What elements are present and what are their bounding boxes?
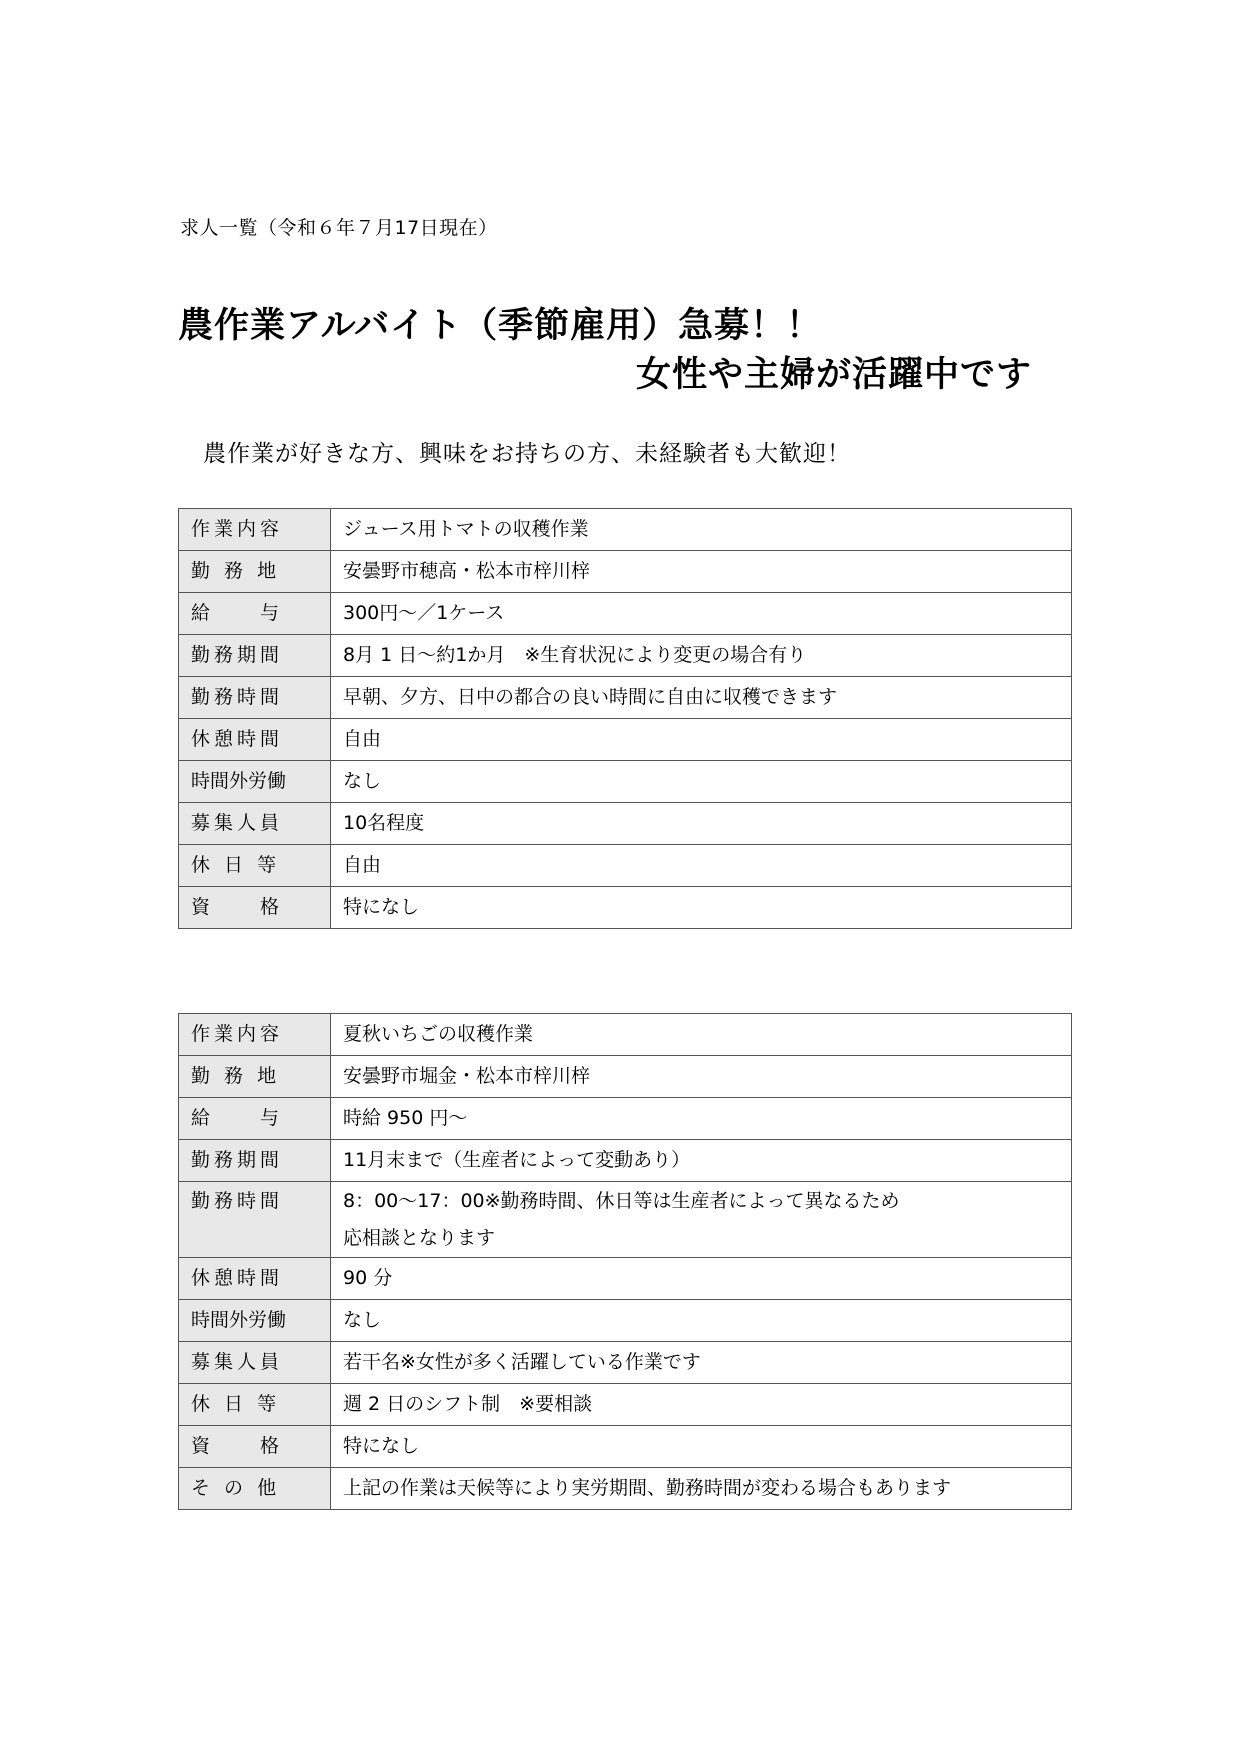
row-value-work: 夏秋いちごの収穫作業 bbox=[331, 1014, 1072, 1056]
row-value-work: ジュース用トマトの収穫作業 bbox=[331, 509, 1072, 551]
table-row bbox=[179, 1300, 1072, 1342]
row-value-period: 11月末まで（生産者によって変動あり） bbox=[331, 1140, 1072, 1182]
table-row bbox=[179, 1182, 1072, 1258]
table-row bbox=[179, 1140, 1072, 1182]
table-row bbox=[179, 1468, 1072, 1510]
row-label-overtime: 時間外労働 bbox=[179, 761, 331, 803]
table-row bbox=[179, 1384, 1072, 1426]
date-line: 求人一覧（令和６年７月17日現在） bbox=[180, 217, 498, 239]
job-table-strawberry bbox=[178, 1013, 1072, 1510]
row-label-qualification: 資 格 bbox=[179, 1426, 331, 1468]
row-label-openings: 募集人員 bbox=[179, 1342, 331, 1384]
table-row bbox=[179, 887, 1072, 929]
row-label-work: 作業内容 bbox=[179, 1014, 331, 1056]
table-row bbox=[179, 1014, 1072, 1056]
table-row bbox=[179, 719, 1072, 761]
row-label-period: 勤務期間 bbox=[179, 1140, 331, 1182]
row-label-openings: 募集人員 bbox=[179, 803, 331, 845]
table-row bbox=[179, 677, 1072, 719]
table-row bbox=[179, 1098, 1072, 1140]
row-value-overtime: なし bbox=[331, 761, 1072, 803]
row-value-holidays: 自由 bbox=[331, 845, 1072, 887]
row-label-location: 勤 務 地 bbox=[179, 551, 331, 593]
row-value-location: 安曇野市穂高・松本市梓川梓 bbox=[331, 551, 1072, 593]
row-label-location: 勤 務 地 bbox=[179, 1056, 331, 1098]
intro-text: 農作業が好きな方、興味をお持ちの方、未経験者も大歓迎！ bbox=[203, 441, 851, 467]
row-value-hours-line-2: 応相談となります bbox=[343, 1227, 496, 1249]
row-label-work: 作業内容 bbox=[179, 509, 331, 551]
row-label-qualification: 資 格 bbox=[179, 887, 331, 929]
table-row bbox=[179, 803, 1072, 845]
row-value-other: 上記の作業は天候等により実労期間、勤務時間が変わる場合もあります bbox=[331, 1468, 1072, 1510]
headline-line-1: 農作業アルバイト（季節雇用）急募！！ bbox=[178, 306, 823, 346]
row-label-overtime: 時間外労働 bbox=[179, 1300, 331, 1342]
row-value-overtime: なし bbox=[331, 1300, 1072, 1342]
row-value-break: 自由 bbox=[331, 719, 1072, 761]
row-value-hours: 早朝、夕方、日中の都合の良い時間に自由に収穫できます bbox=[331, 677, 1072, 719]
table-row bbox=[179, 845, 1072, 887]
row-label-pay: 給 与 bbox=[179, 1098, 331, 1140]
row-value-pay: 300円～／1ケース bbox=[331, 593, 1072, 635]
table-row bbox=[179, 509, 1072, 551]
row-label-hours: 勤務時間 bbox=[179, 677, 331, 719]
headline-line-2: 女性や主婦が活躍中です bbox=[636, 355, 1033, 395]
table-row bbox=[179, 761, 1072, 803]
row-value-hours-line-1: 8：00～17：00※勤務時間、休日等は生産者によって異なるため bbox=[343, 1190, 900, 1212]
table-row bbox=[179, 1342, 1072, 1384]
row-value-qualification: 特になし bbox=[331, 1426, 1072, 1468]
row-value-holidays: 週 2 日のシフト制 ※要相談 bbox=[331, 1384, 1072, 1426]
table-row bbox=[179, 1056, 1072, 1098]
table-row bbox=[179, 635, 1072, 677]
job-table-tomato bbox=[178, 508, 1072, 929]
row-label-hours: 勤務時間 bbox=[179, 1182, 331, 1258]
table-row bbox=[179, 593, 1072, 635]
row-value-location: 安曇野市堀金・松本市梓川梓 bbox=[331, 1056, 1072, 1098]
row-label-holidays: 休 日 等 bbox=[179, 845, 331, 887]
table-row bbox=[179, 551, 1072, 593]
row-value-openings: 若干名※女性が多く活躍している作業です bbox=[331, 1342, 1072, 1384]
row-value-break: 90 分 bbox=[331, 1258, 1072, 1300]
row-label-pay: 給 与 bbox=[179, 593, 331, 635]
row-label-break: 休憩時間 bbox=[179, 1258, 331, 1300]
row-value-openings: 10名程度 bbox=[331, 803, 1072, 845]
row-label-break: 休憩時間 bbox=[179, 719, 331, 761]
row-label-holidays: 休 日 等 bbox=[179, 1384, 331, 1426]
row-value-hours bbox=[331, 1182, 1072, 1258]
row-label-other: そ の 他 bbox=[179, 1468, 331, 1510]
table-row bbox=[179, 1258, 1072, 1300]
row-label-period: 勤務期間 bbox=[179, 635, 331, 677]
row-value-qualification: 特になし bbox=[331, 887, 1072, 929]
row-value-period: 8月 1 日～約1か月 ※生育状況により変更の場合有り bbox=[331, 635, 1072, 677]
table-row bbox=[179, 1426, 1072, 1468]
row-value-pay: 時給 950 円～ bbox=[331, 1098, 1072, 1140]
